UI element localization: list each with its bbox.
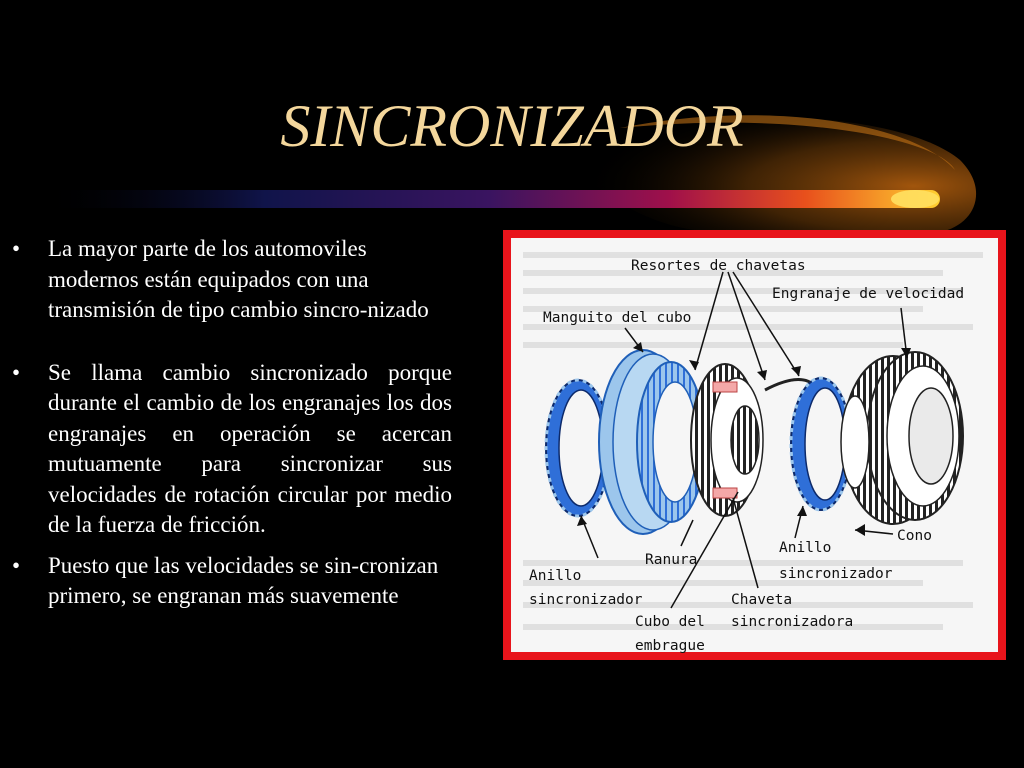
bullet-text: Puesto que las velocidades se sin-cronizan primero, se engranan más suavemente <box>48 552 439 608</box>
hub-sleeve <box>599 350 705 534</box>
bullet-marker: • <box>12 359 21 385</box>
label-anillo-right-2: sincronizador <box>779 566 893 582</box>
slide-title: SINCRONIZADOR <box>280 93 744 159</box>
bullet-list <box>12 234 452 612</box>
bullet-text: Se llama cambio sincronizado porque durante el cambio de los engranajes los dos engranajes en operación se acercan mutuamente para sincronizar sus velocidades de rotación circular por medio de la fuerza de fricción. <box>48 359 452 537</box>
label-cubo-2: embrague <box>635 638 705 654</box>
bullet-item <box>12 358 452 541</box>
bullet-text: La mayor parte de los automoviles modernos están equipados con una transmisión de tipo cambio sincro-nizado <box>48 236 429 322</box>
label-cubo-1: Cubo del <box>635 614 705 630</box>
label-resortes: Resortes de chavetas <box>631 258 806 274</box>
label-cono: Cono <box>897 528 932 544</box>
synchronizer-diagram <box>503 230 1006 660</box>
bullet-marker: • <box>12 236 21 261</box>
bullet-item <box>12 551 452 612</box>
bullet-item <box>12 234 452 326</box>
speed-gear <box>841 352 963 524</box>
label-anillo-right-1: Anillo <box>779 540 832 556</box>
label-ranura: Ranura <box>645 552 698 568</box>
label-anillo-left-2: sincronizador <box>529 592 643 608</box>
label-manguito: Manguito del cubo <box>543 310 692 326</box>
bullet-marker: • <box>12 552 21 578</box>
label-chaveta-1: Chaveta <box>731 592 793 608</box>
label-chaveta-2: sincronizadora <box>731 614 854 630</box>
label-anillo-left-1: Anillo <box>529 568 582 584</box>
label-engranaje: Engranaje de velocidad <box>772 286 965 302</box>
